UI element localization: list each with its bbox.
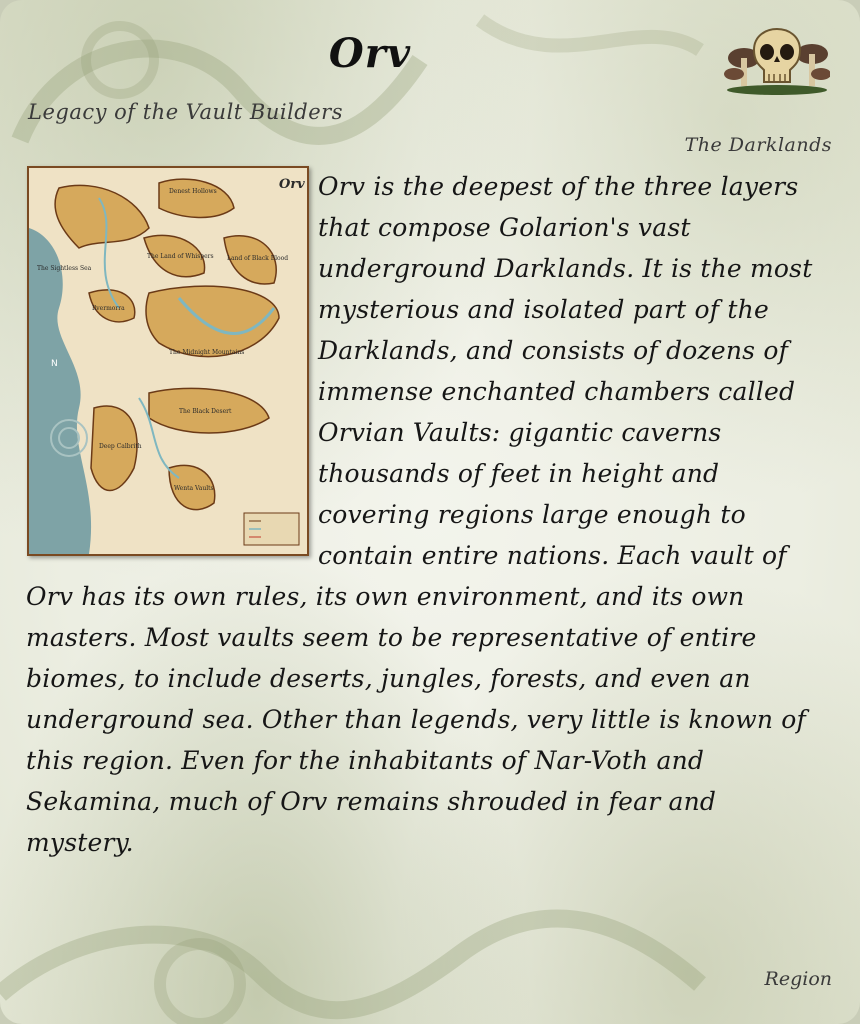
map-compass-label: N bbox=[51, 359, 58, 369]
map-label-denest-hollows: Denest Hollows bbox=[169, 188, 217, 195]
ornament-swirl-bottom bbox=[0, 904, 860, 1024]
map-label-deep-calbrith: Deep Calbrith bbox=[99, 443, 142, 450]
card-subtitle: Legacy of the Vault Builders bbox=[28, 100, 343, 124]
map-label-land-of-whispers: The Land of Whispers bbox=[147, 253, 214, 260]
card-plane-label: The Darklands bbox=[684, 134, 832, 156]
card-type-label: Region bbox=[764, 968, 832, 990]
map-label-midnight-mountains: The Midnight Mountains bbox=[169, 349, 245, 356]
map-label-sightless-sea: The Sightless Sea bbox=[37, 265, 92, 272]
map-label-land-of-black-blood: Land of Black Blood bbox=[227, 255, 289, 262]
skull-on-mushrooms-icon bbox=[724, 12, 830, 96]
map-label-ilvermorra: Ilvermorra bbox=[92, 305, 125, 312]
map-label-black-desert: The Black Desert bbox=[179, 408, 232, 415]
card-title: Orv bbox=[328, 30, 412, 77]
card-description: Orv is the deepest of the three layers that compose Golarion's vast underground Darklands. It is the most mysterious and isolated part of the Darklands, and consists of dozens of immense enchanted chambers called Orvian Vaults: gigantic caverns thousands of feet in height and covering regions large enough to contain entire nations. Each vault of Orv has its own rules, its own environment, and its own masters. Most vaults seem to be representative of entire biomes, to include deserts, jungles, forests, and even an underground sea. Other than legends, very little is known of this region. Even for the inhabitants of Nar-Voth and Sekamina, much of Orv remains shrouded in fear and mystery. bbox=[26, 172, 813, 857]
map-label-wenta-vaults: Wenta Vaults bbox=[174, 485, 214, 492]
map-corner-label: Orv bbox=[279, 177, 305, 192]
map-float-spacer bbox=[26, 166, 318, 566]
card-description-block bbox=[26, 166, 826, 863]
